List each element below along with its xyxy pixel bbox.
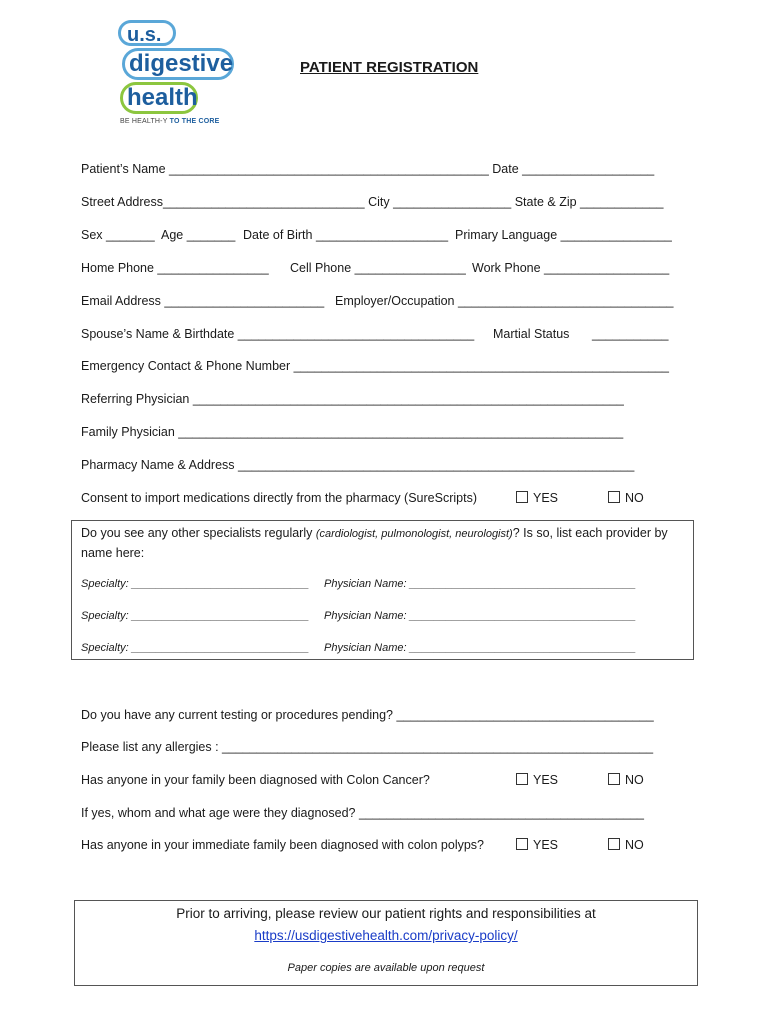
consent-yes-option[interactable]: YES	[516, 491, 558, 505]
colon-cancer-no-option[interactable]: NO	[608, 773, 644, 787]
physician-name-field[interactable]: Physician Name: _____________________________________	[324, 578, 636, 590]
employer-field[interactable]: Employer/Occupation _______________________________	[335, 294, 674, 308]
colon-cancer-question: Has anyone in your family been diagnosed with Colon Cancer?	[81, 773, 430, 787]
consent-no-option[interactable]: NO	[608, 491, 644, 505]
primary-language-field[interactable]: Primary Language ________________	[455, 228, 672, 242]
specialty-field[interactable]: Specialty: _____________________________	[81, 610, 310, 622]
specialists-box	[71, 520, 694, 660]
polyps-no-option[interactable]: NO	[608, 838, 644, 852]
pharmacy-field[interactable]: Pharmacy Name & Address _________________________________________________________	[81, 458, 635, 472]
email-field[interactable]: Email Address _______________________	[81, 294, 325, 308]
checkbox-icon[interactable]	[608, 838, 620, 850]
page-title: PATIENT REGISTRATION	[300, 59, 479, 76]
consent-question: Consent to import medications directly from the pharmacy (SureScripts)	[81, 491, 477, 505]
date-of-birth-field[interactable]: Date of Birth ___________________	[243, 228, 449, 242]
specialty-field[interactable]: Specialty: _____________________________	[81, 642, 310, 654]
work-phone-field[interactable]: Work Phone __________________	[472, 261, 670, 275]
logo-health: health	[120, 82, 198, 114]
spouse-field[interactable]: Spouse’s Name & Birthdate __________________________________	[81, 327, 475, 341]
sex-field[interactable]: Sex _______	[81, 228, 155, 242]
paper-copies-note: Paper copies are available upon request	[287, 962, 485, 974]
specialists-question-cont: name here:	[81, 546, 145, 560]
privacy-policy-link[interactable]: https://usdigestivehealth.com/privacy-policy/	[254, 928, 518, 943]
cell-phone-field[interactable]: Cell Phone ________________	[290, 261, 466, 275]
checkbox-icon[interactable]	[516, 491, 528, 503]
family-physician-field[interactable]: Family Physician ________________________________________________________________	[81, 425, 624, 439]
physician-name-field[interactable]: Physician Name: _____________________________________	[324, 642, 636, 654]
logo-us: u.s.	[118, 20, 176, 46]
testing-pending-field[interactable]: Do you have any current testing or procedures pending? _____________________________________	[81, 708, 654, 722]
notice-link-row	[74, 928, 698, 943]
notice-text: Prior to arriving, please review our patient rights and responsibilities at	[176, 906, 596, 921]
checkbox-icon[interactable]	[608, 773, 620, 785]
whom-age-field[interactable]: If yes, whom and what age were they diagnosed? _________________________________________	[81, 806, 644, 820]
specialists-question: Do you see any other specialists regularly (cardiologist, pulmonologist, neurologist)? Is so, list each provider by	[81, 526, 668, 540]
logo	[118, 20, 238, 130]
polyps-question: Has anyone in your immediate family been diagnosed with colon polyps?	[81, 838, 485, 852]
physician-name-field[interactable]: Physician Name: _____________________________________	[324, 610, 636, 622]
age-field[interactable]: Age _______	[161, 228, 236, 242]
referring-physician-field[interactable]: Referring Physician ______________________________________________________________	[81, 392, 624, 406]
logo-tagline: BE HEALTH-Y TO THE CORE	[120, 118, 220, 125]
checkbox-icon[interactable]	[608, 491, 620, 503]
specialty-field[interactable]: Specialty: _____________________________	[81, 578, 310, 590]
logo-digestive: digestive	[122, 48, 234, 80]
home-phone-field[interactable]: Home Phone ________________	[81, 261, 269, 275]
marital-status-field[interactable]: ___________	[592, 327, 669, 341]
allergies-field[interactable]: Please list any allergies : ______________________________________________________________	[81, 740, 654, 754]
polyps-yes-option[interactable]: YES	[516, 838, 558, 852]
patient-name-date-field[interactable]: Patient’s Name ______________________________________________ Date ___________________	[81, 162, 655, 176]
colon-cancer-yes-option[interactable]: YES	[516, 773, 558, 787]
checkbox-icon[interactable]	[516, 838, 528, 850]
emergency-contact-field[interactable]: Emergency Contact & Phone Number ______________________________________________________	[81, 359, 670, 373]
marital-status-label: Martial Status	[493, 327, 570, 341]
street-address-field[interactable]: Street Address_____________________________ City _________________ State & Zip ____________	[81, 195, 664, 209]
checkbox-icon[interactable]	[516, 773, 528, 785]
